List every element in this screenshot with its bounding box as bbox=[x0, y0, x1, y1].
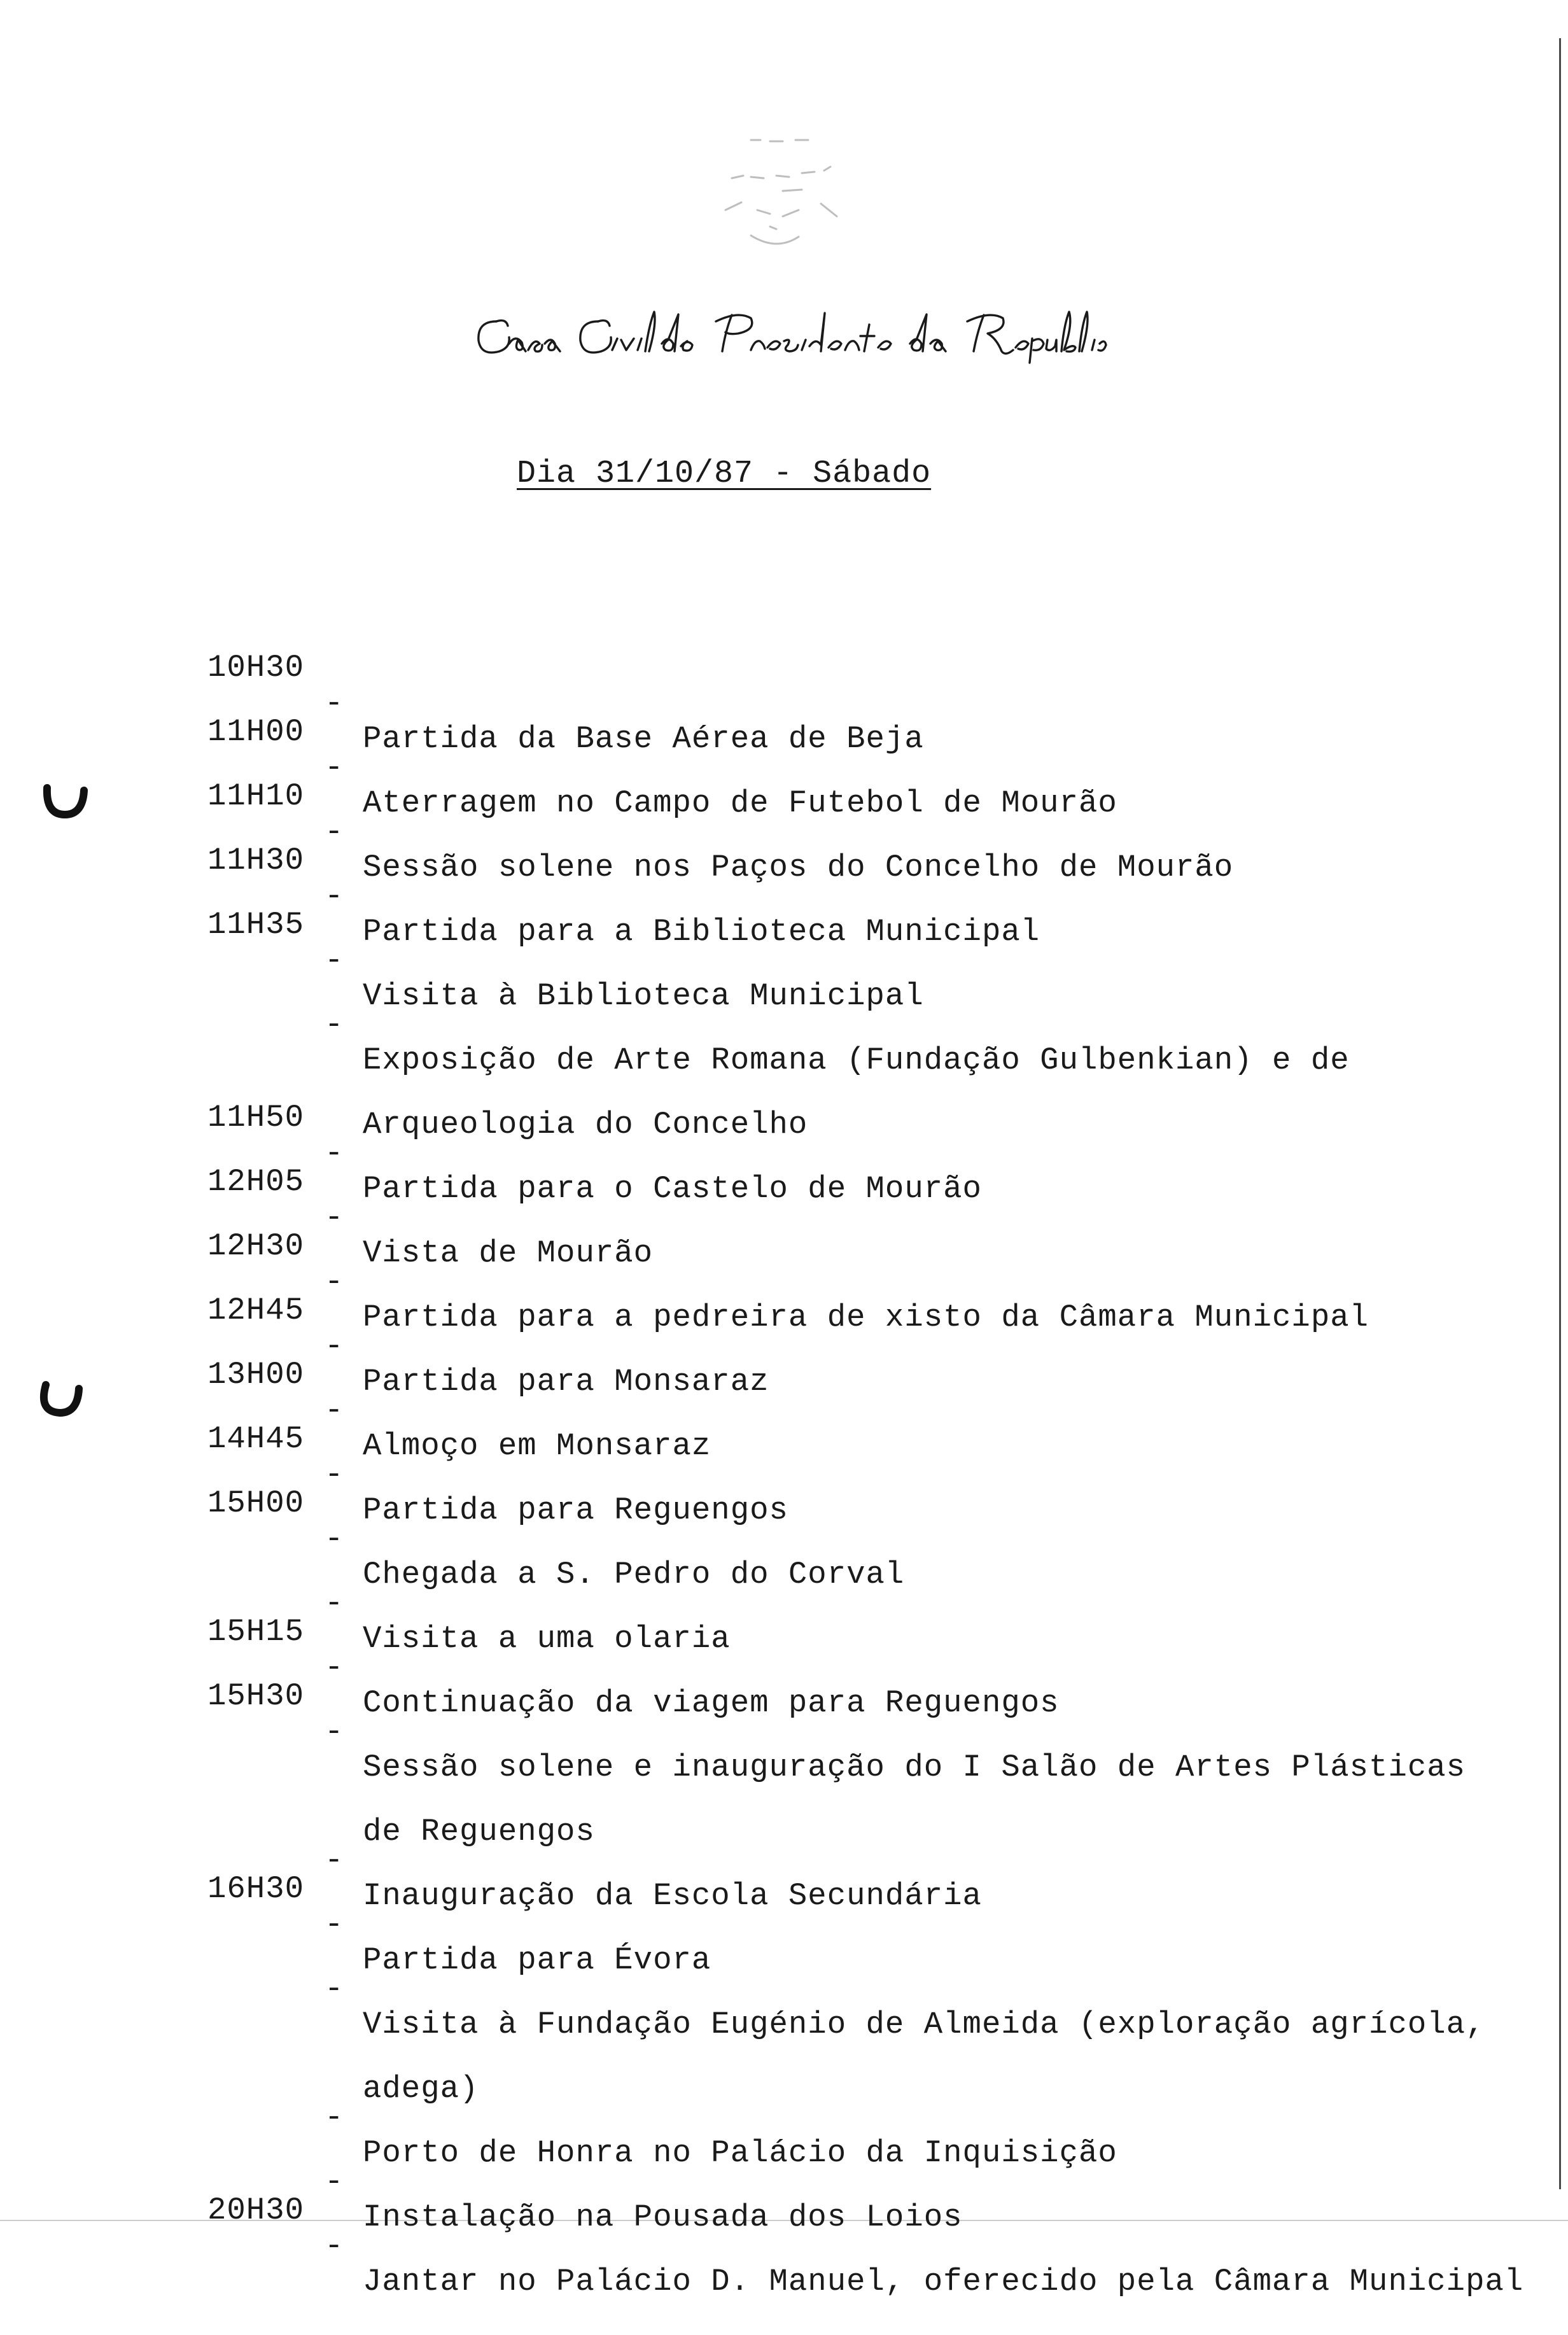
row-dash: - bbox=[325, 1007, 344, 1042]
row-text: Partida da Base Aérea de Beja bbox=[363, 721, 924, 757]
row-time: 11H10 bbox=[207, 778, 305, 814]
row-dash: - bbox=[325, 750, 344, 785]
row-text: Partida para Reguengos bbox=[363, 1492, 788, 1528]
row-text: Partida para o Castelo de Mourão bbox=[363, 1171, 982, 1207]
row-time: 14H45 bbox=[207, 1421, 305, 1457]
row-text: Arqueologia do Concelho bbox=[363, 1107, 808, 1142]
row-text: Inauguração da Escola Secundária bbox=[363, 1878, 982, 1914]
row-time: 15H15 bbox=[207, 1614, 305, 1650]
row-text: Instalação na Pousada dos Loios bbox=[363, 2199, 963, 2235]
row-text: Partida para Monsaraz bbox=[363, 1364, 769, 1399]
row-dash: - bbox=[325, 1650, 344, 1685]
row-time: 12H05 bbox=[207, 1164, 305, 1200]
row-dash: - bbox=[325, 1714, 344, 1749]
row-dash: - bbox=[325, 814, 344, 850]
row-text: Partida para a Biblioteca Municipal bbox=[363, 914, 1040, 950]
date-heading: Dia 31/10/87 - Sábado bbox=[517, 456, 932, 492]
row-time: 12H30 bbox=[207, 1228, 305, 1264]
row-text: Aterragem no Campo de Futebol de Mourão bbox=[363, 785, 1117, 821]
row-text: Partida para a pedreira de xisto da Câmara Municipal bbox=[363, 1300, 1369, 1335]
row-dash: - bbox=[325, 1971, 344, 2007]
row-time: 11H50 bbox=[207, 1100, 305, 1135]
row-dash: - bbox=[325, 2100, 344, 2135]
row-dash: - bbox=[325, 1457, 344, 1492]
row-time: 13H00 bbox=[207, 1357, 305, 1392]
row-dash: - bbox=[325, 1585, 344, 1621]
row-dash: - bbox=[325, 1907, 344, 1942]
row-time: 10H30 bbox=[207, 650, 305, 685]
row-dash: - bbox=[325, 2164, 344, 2199]
row-time: 12H45 bbox=[207, 1293, 305, 1328]
row-dash: - bbox=[325, 1842, 344, 1878]
row-dash: - bbox=[325, 1200, 344, 1235]
scan-edge-line bbox=[1559, 38, 1561, 2189]
row-text: Jantar no Palácio D. Manuel, oferecido pela Câmara Municipal bbox=[363, 2264, 1524, 2299]
row-text: adega) bbox=[363, 2071, 479, 2107]
row-time: 15H00 bbox=[207, 1485, 305, 1521]
row-text: Visita a uma olaria bbox=[363, 1621, 731, 1657]
row-time: 15H30 bbox=[207, 1678, 305, 1714]
row-time: 11H35 bbox=[207, 907, 305, 943]
row-text: Sessão solene e inauguração do I Salão de Artes Plásticas bbox=[363, 1749, 1466, 1785]
row-text: Porto de Honra no Palácio da Inquisição bbox=[363, 2135, 1117, 2171]
row-dash: - bbox=[325, 878, 344, 914]
row-text: Almoço em Monsaraz bbox=[363, 1428, 711, 1464]
row-time: 16H30 bbox=[207, 1871, 305, 1907]
seal-emblem bbox=[713, 121, 853, 267]
row-dash: - bbox=[325, 1392, 344, 1428]
row-time: 11H30 bbox=[207, 843, 305, 878]
row-dash: - bbox=[325, 943, 344, 978]
row-text: Chegada a S. Pedro do Corval bbox=[363, 1557, 905, 1592]
row-text: Exposição de Arte Romana (Fundação Gulbenkian) e de bbox=[363, 1042, 1350, 1078]
row-text: Vista de Mourão bbox=[363, 1235, 654, 1271]
row-time: 11H00 bbox=[207, 714, 305, 750]
row-text: Sessão solene nos Paços do Concelho de Mourão bbox=[363, 850, 1234, 885]
row-dash: - bbox=[325, 1328, 344, 1364]
row-text: Partida para Évora bbox=[363, 1942, 711, 1978]
row-dash: - bbox=[325, 685, 344, 721]
row-text: Continuação da viagem para Reguengos bbox=[363, 1685, 1060, 1721]
letterhead-title bbox=[471, 299, 1107, 369]
row-text: Visita à Fundação Eugénio de Almeida (exploração agrícola, bbox=[363, 2007, 1485, 2042]
row-dash: - bbox=[325, 1521, 344, 1557]
row-time: 20H30 bbox=[207, 2192, 305, 2228]
row-dash: - bbox=[325, 2228, 344, 2264]
row-dash: - bbox=[325, 1135, 344, 1171]
row-text: Visita à Biblioteca Municipal bbox=[363, 978, 924, 1014]
row-dash: - bbox=[325, 1264, 344, 1300]
row-text: de Reguengos bbox=[363, 1814, 595, 1849]
